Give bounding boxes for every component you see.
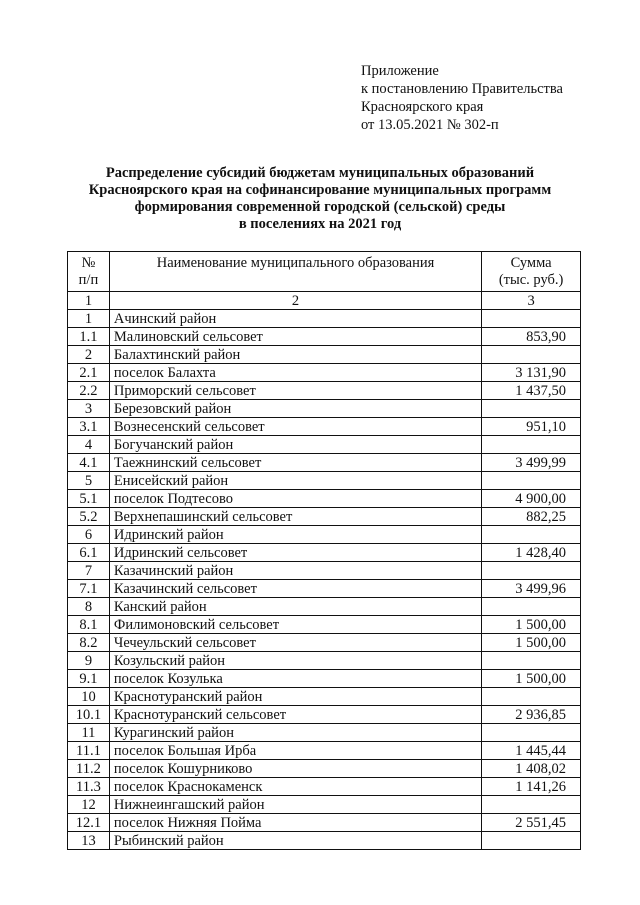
amount-cell	[482, 688, 581, 706]
table-row	[68, 454, 581, 472]
table-row	[68, 436, 581, 454]
header-sum-line: Сумма	[510, 254, 552, 271]
table-row	[68, 508, 581, 526]
row-number-cell: 5.1	[68, 490, 110, 508]
row-number-cell: 9.1	[68, 670, 110, 688]
row-number-cell: 12.1	[68, 814, 110, 832]
amount-cell	[482, 724, 581, 742]
table-row	[68, 670, 581, 688]
row-number-cell: 11.2	[68, 760, 110, 778]
amount-cell: 4 900,00	[482, 490, 581, 508]
municipality-name-cell: Курагинский район	[109, 724, 481, 742]
row-number-cell: 10.1	[68, 706, 110, 724]
table-row	[68, 760, 581, 778]
table-row	[68, 400, 581, 418]
table-row	[68, 526, 581, 544]
table-row	[68, 418, 581, 436]
row-number-cell: 8.1	[68, 616, 110, 634]
amount-cell: 1 141,26	[482, 778, 581, 796]
row-number-cell: 6	[68, 526, 110, 544]
amount-cell: 1 500,00	[482, 634, 581, 652]
municipality-name-cell: Краснотуранский сельсовет	[109, 706, 481, 724]
document-title	[60, 165, 580, 233]
amount-cell: 3 499,99	[482, 454, 581, 472]
amount-cell: 1 428,40	[482, 544, 581, 562]
municipality-name-cell: поселок Подтесово	[109, 490, 481, 508]
row-number-cell: 2	[68, 346, 110, 364]
amount-cell	[482, 472, 581, 490]
municipality-name-cell: Чечеульский сельсовет	[109, 634, 481, 652]
municipality-name-cell: Енисейский район	[109, 472, 481, 490]
amount-cell	[482, 652, 581, 670]
header-name-label: Наименование муниципального образования	[156, 255, 435, 271]
table-row	[68, 832, 581, 850]
header-sum-line: (тыс. руб.)	[498, 271, 564, 288]
row-number-cell: 11	[68, 724, 110, 742]
amount-cell	[482, 526, 581, 544]
table-row	[68, 706, 581, 724]
table-row	[68, 652, 581, 670]
appendix-line: Приложение	[361, 63, 439, 79]
municipality-name-cell: Приморский сельсовет	[109, 382, 481, 400]
row-number-cell: 11.1	[68, 742, 110, 760]
row-number-cell: 10	[68, 688, 110, 706]
municipality-name-cell: Казачинский район	[109, 562, 481, 580]
municipality-name-cell: Богучанский район	[109, 436, 481, 454]
municipality-name-cell: Нижнеингашский район	[109, 796, 481, 814]
row-number-cell: 9	[68, 652, 110, 670]
row-number-cell: 3	[68, 400, 110, 418]
row-number-cell: 4	[68, 436, 110, 454]
amount-cell	[482, 598, 581, 616]
table-row	[68, 580, 581, 598]
amount-cell	[482, 310, 581, 328]
appendix-block	[361, 62, 563, 134]
table-row	[68, 310, 581, 328]
table-row	[68, 814, 581, 832]
header-num-cell	[68, 252, 110, 292]
municipality-name-cell: Ачинский район	[109, 310, 481, 328]
municipality-name-cell: Таежнинский сельсовет	[109, 454, 481, 472]
municipality-name-cell: поселок Большая Ирба	[109, 742, 481, 760]
row-number-cell: 13	[68, 832, 110, 850]
table-row	[68, 328, 581, 346]
municipality-name-cell: Балахтинский район	[109, 346, 481, 364]
table-row	[68, 598, 581, 616]
table-row	[68, 724, 581, 742]
amount-cell	[482, 796, 581, 814]
row-number-cell: 2.2	[68, 382, 110, 400]
municipality-name-cell: Рыбинский район	[109, 832, 481, 850]
amount-cell: 2 551,45	[482, 814, 581, 832]
table-row	[68, 742, 581, 760]
municipality-name-cell: Малиновский сельсовет	[109, 328, 481, 346]
amount-cell: 1 500,00	[482, 670, 581, 688]
amount-cell: 3 499,96	[482, 580, 581, 598]
column-number-row	[68, 292, 581, 310]
municipality-name-cell: Идринский район	[109, 526, 481, 544]
table-row	[68, 364, 581, 382]
table-header-row	[68, 252, 581, 292]
amount-cell	[482, 832, 581, 850]
table-row	[68, 472, 581, 490]
municipality-name-cell: Краснотуранский район	[109, 688, 481, 706]
municipality-name-cell: Березовский район	[109, 400, 481, 418]
title-line: Красноярского края на софинансирование муниципальных программ	[88, 182, 552, 198]
column-number-cell: 1	[68, 292, 110, 310]
municipality-name-cell: поселок Козулька	[109, 670, 481, 688]
table-row	[68, 544, 581, 562]
row-number-cell: 8.2	[68, 634, 110, 652]
amount-cell	[482, 400, 581, 418]
amount-cell: 3 131,90	[482, 364, 581, 382]
row-number-cell: 2.1	[68, 364, 110, 382]
municipality-name-cell: Филимоновский сельсовет	[109, 616, 481, 634]
title-line: в поселениях на 2021 год	[238, 216, 402, 232]
municipality-name-cell: поселок Кошурниково	[109, 760, 481, 778]
amount-cell	[482, 346, 581, 364]
amount-cell	[482, 562, 581, 580]
row-number-cell: 3.1	[68, 418, 110, 436]
table-row	[68, 490, 581, 508]
row-number-cell: 6.1	[68, 544, 110, 562]
appendix-line: к постановлению Правительства	[361, 81, 563, 97]
row-number-cell: 11.3	[68, 778, 110, 796]
appendix-line: Красноярского края	[361, 99, 484, 115]
row-number-cell: 5.2	[68, 508, 110, 526]
row-number-cell: 5	[68, 472, 110, 490]
table-row	[68, 346, 581, 364]
table-row	[68, 382, 581, 400]
row-number-cell: 7.1	[68, 580, 110, 598]
table-row	[68, 796, 581, 814]
municipality-name-cell: Казачинский сельсовет	[109, 580, 481, 598]
header-name-cell	[109, 252, 481, 292]
amount-cell: 951,10	[482, 418, 581, 436]
amount-cell: 853,90	[482, 328, 581, 346]
municipality-name-cell: Верхнепашинский сельсовет	[109, 508, 481, 526]
amount-cell	[482, 436, 581, 454]
amount-cell: 882,25	[482, 508, 581, 526]
header-num-line: п/п	[78, 271, 99, 288]
subsidy-table	[67, 251, 581, 850]
title-line: формирования современной городской (сельской) среды	[134, 199, 506, 215]
header-num-line: №	[81, 254, 96, 271]
row-number-cell: 1	[68, 310, 110, 328]
header-sum-cell	[482, 252, 581, 292]
row-number-cell: 7	[68, 562, 110, 580]
municipality-name-cell: Канский район	[109, 598, 481, 616]
municipality-name-cell: Вознесенский сельсовет	[109, 418, 481, 436]
row-number-cell: 8	[68, 598, 110, 616]
column-number-cell: 2	[109, 292, 481, 310]
table-row	[68, 562, 581, 580]
table-row	[68, 634, 581, 652]
municipality-name-cell: поселок Краснокаменск	[109, 778, 481, 796]
amount-cell: 1 408,02	[482, 760, 581, 778]
municipality-name-cell: поселок Нижняя Пойма	[109, 814, 481, 832]
appendix-line: от 13.05.2021 № 302-п	[361, 117, 499, 133]
table-row	[68, 688, 581, 706]
table-row	[68, 778, 581, 796]
column-number-cell: 3	[482, 292, 581, 310]
amount-cell: 1 500,00	[482, 616, 581, 634]
amount-cell: 1 437,50	[482, 382, 581, 400]
municipality-name-cell: Идринский сельсовет	[109, 544, 481, 562]
row-number-cell: 1.1	[68, 328, 110, 346]
table-row	[68, 616, 581, 634]
municipality-name-cell: Козульский район	[109, 652, 481, 670]
title-line: Распределение субсидий бюджетам муниципальных образований	[105, 165, 535, 181]
amount-cell: 2 936,85	[482, 706, 581, 724]
amount-cell: 1 445,44	[482, 742, 581, 760]
municipality-name-cell: поселок Балахта	[109, 364, 481, 382]
row-number-cell: 4.1	[68, 454, 110, 472]
row-number-cell: 12	[68, 796, 110, 814]
